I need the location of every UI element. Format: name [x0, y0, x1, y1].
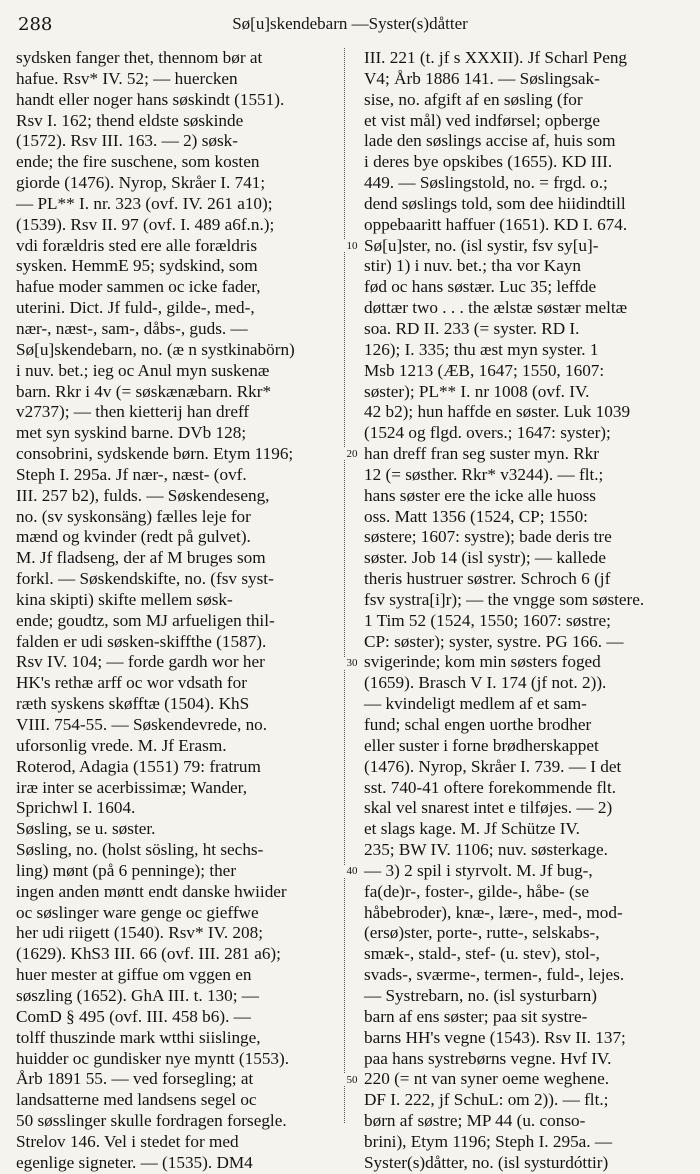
line-number: 20 — [342, 448, 362, 460]
text-line: hafue moder sammen oc icke fader, — [16, 277, 261, 297]
text-line: 12 (= søsther. Rkr* v3244). — flt.; — [364, 464, 604, 484]
text-line: svigerinde; kom min søsters foged — [364, 652, 601, 672]
text-line: iræ inter se acerbissimæ; Wander, — [16, 777, 248, 797]
running-title: Sø[u]skendebarn —Syster(s)dåtter — [232, 14, 468, 33]
text-line: — Systrebarn, no. (isl systurbarn) — [364, 985, 597, 1005]
text-line: sydsken fanger thet, thennom bør at — [16, 48, 263, 67]
text-line: brini), Etym 1196; Steph I. 295a. — — [364, 1131, 613, 1151]
line-number: 50 — [342, 1074, 362, 1086]
line-number: 30 — [342, 657, 362, 669]
text-line: no. (sv syskonsäng) fælles leje for — [16, 506, 251, 526]
text-line: svads-, sværme-, termen-, fuld-, lejes. — [364, 965, 625, 985]
text-line: fa(de)r-, foster-, gilde-, håbe- (se — [364, 881, 590, 901]
text-line: 126); I. 335; thu æst myn syster. 1 — [364, 339, 599, 359]
text-line: Årb 1891 55. — ved forsegling; at — [16, 1069, 254, 1089]
text-line: (1476). Nyrop, Skråer I. 739. — I det — [364, 756, 622, 776]
text-line: Strelov 146. Vel i stedet for med — [16, 1131, 239, 1151]
text-line: Søsling, se u. søster. — [16, 819, 156, 839]
text-line: i nuv. bet.; ieg oc Anul myn suskenæ — [16, 360, 270, 380]
text-line: Rsv IV. 104; — forde gardh wor her — [16, 652, 265, 672]
text-line: 50 søsslinger skulle fordragen forsegle. — [16, 1111, 287, 1131]
text-line: vdi forældris sted ere alle forældris — [16, 235, 258, 255]
text-line: forkl. — Søskendskifte, no. (fsv syst- — [16, 569, 274, 589]
text-line: fund; schal engen uorthe brodher — [364, 715, 592, 734]
text-line: et vist mål) ved indførsel; opberge — [364, 110, 600, 130]
text-line: (ersø)ster, porte-, rutte-, selskabs-, — [364, 923, 600, 943]
text-line: consobrini, sydskende børn. Etym 1196; — [16, 444, 294, 464]
text-line: CP: søster); syster, systre. PG 166. — — [364, 631, 624, 651]
line-number: 10 — [342, 240, 362, 252]
text-line: 220 (= nt van syner oeme weghene. — [364, 1069, 609, 1089]
text-line: huidder oc gundisker nye myntt (1553). — [16, 1048, 290, 1068]
text-line: Syster(s)dåtter, no. (isl systurdóttir) — [364, 1152, 609, 1172]
text-line: i deres bye opskibes (1655). KD III. — [364, 152, 613, 172]
text-line: børn af søstre; MP 44 (u. conso- — [364, 1111, 586, 1131]
text-line: ling) mønt (på 6 penninge); ther — [16, 860, 237, 880]
text-line: mænd og kvinder (redt på gulvet). — [16, 527, 251, 547]
text-line: sise, no. afgift af en søsling (for — [364, 89, 583, 109]
left-column — [16, 48, 334, 1174]
text-line: ende; goudtz, som MJ arfueligen thil- — [16, 610, 275, 630]
text-line: barn af ens søster; paa sit systre- — [364, 1006, 588, 1026]
text-line: ræth syskens skøfftæ (1504). KhS — [16, 694, 250, 714]
text-line: barns HH's vegne (1543). Rsv II. 137; — [364, 1027, 626, 1047]
text-line: ende; the fire suschene, som kosten — [16, 152, 260, 172]
text-line: — 3) 2 spil i styrvolt. M. Jf bug-, — [364, 860, 593, 880]
text-line: barn. Rkr i 4v (= søskænæbarn. Rkr* — [16, 381, 272, 401]
text-line: kina skipti) skifte mellem søsk- — [16, 589, 233, 609]
text-line: oss. Matt 1356 (1524, CP; 1550: — [364, 506, 588, 526]
text-line: sst. 740-41 oftere forekommende flt. — [364, 777, 617, 797]
text-line: lade den søslings accise af, huis som — [364, 131, 616, 151]
text-line: her udi riigett (1540). Rsv* IV. 208; — [16, 923, 263, 943]
text-line: Sø[u]skendebarn, no. (æ n systkinabörn) — [16, 339, 295, 359]
text-line: eller suster i forne brødherskappet — [364, 735, 599, 755]
text-line: håbebroder), knæ-, lære-, med-, mod- — [364, 902, 623, 922]
text-line: VIII. 754-55. — Søskendevrede, no. — [16, 715, 268, 734]
text-line: v2737); — then kietterij han dreff — [16, 402, 250, 422]
text-line: M. Jf fladseng, der af M bruges som — [16, 548, 266, 568]
text-line: stir) 1) i nuv. bet.; tha vor Kayn — [364, 256, 582, 276]
text-line: — kvindeligt medlem af et sam- — [364, 694, 587, 714]
text-line: handt eller noger hans søskindt (1551). — [16, 89, 285, 109]
text-line: giorde (1476). Nyrop, Skråer I. 741; — [16, 173, 266, 193]
text-line: egenlige signeter. — (1535). DM4 — [16, 1152, 253, 1172]
right-column — [364, 48, 682, 1174]
text-line: (1629). KhS3 III. 66 (ovf. III. 281 a6); — [16, 944, 281, 964]
column-divider — [344, 48, 345, 1123]
text-line: V4; Årb 1886 141. — Søslingsak- — [364, 68, 600, 88]
text-line: søster); PL** I. nr 1008 (ovf. IV. — [364, 381, 590, 401]
text-line: skal vel snarest intet e tilføjes. — 2) — [364, 798, 613, 818]
text-line: han dreff fran seg suster myn. Rkr — [364, 444, 599, 464]
text-line: fsv systra[i]r); — the vngge som søstere. — [364, 589, 645, 609]
text-line: et slags kage. M. Jf Schütze IV. — [364, 819, 580, 839]
text-line: (1659). Brasch V I. 174 (jf not. 2)). — [364, 673, 607, 693]
text-line: fød oc hans søstær. Luc 35; leffde — [364, 277, 597, 297]
text-line: Msb 1213 (ÆB, 1647; 1550, 1607: — [364, 360, 605, 380]
text-line: ComD § 495 (ovf. III. 458 b6). — — [16, 1006, 251, 1026]
text-line: (1524 og flgd. overs.; 1647: syster); — [364, 423, 611, 443]
text-line: (1572). Rsv III. 163. — 2) søsk- — [16, 131, 238, 151]
text-line: falden er udi søsken-skiffthe (1587). — [16, 631, 267, 651]
text-line: met syn syskind barne. DVb 128; — [16, 423, 247, 443]
text-line: uforsonlig vrede. M. Jf Erasm. — [16, 735, 227, 755]
text-line: landsatterne med landsens segel oc — [16, 1090, 257, 1110]
text-line: oppebaaritt haffuer (1651). KD I. 674. — [364, 214, 628, 234]
text-line: Sprichwl I. 1604. — [16, 798, 136, 818]
text-line: Roterod, Adagia (1551) 79: fratrum — [16, 756, 261, 776]
text-line: nær-, næst-, sam-, dåbs-, guds. — — [16, 318, 248, 338]
text-line: soa. RD II. 233 (= syster. RD I. — [364, 318, 580, 338]
text-line: (1539). Rsv II. 97 (ovf. I. 489 a6f.n.); — [16, 214, 275, 234]
text-line: 42 b2); hun haffde en søster. Luk 1039 — [364, 402, 631, 422]
text-line: uterini. Dict. Jf fuld-, gilde-, med-, — [16, 298, 255, 318]
text-line: ingen anden møntt endt danske hwiider — [16, 881, 287, 901]
text-line: paa hans systrebørns vegne. Hvf IV. — [364, 1048, 612, 1068]
text-line: søster. Job 14 (isl systr); — kallede — [364, 548, 607, 568]
text-line: sysken. HemmE 95; sydskind, som — [16, 256, 258, 276]
text-line: Rsv I. 162; thend eldste søskinde — [16, 110, 244, 130]
text-line: Steph I. 295a. Jf nær-, næst- (ovf. — [16, 464, 247, 484]
text-line: HK's rethæ arff oc wor vdsath for — [16, 673, 247, 693]
text-line: 235; BW IV. 1106; nuv. søsterkage. — [364, 840, 608, 860]
text-line: smæk-, stald-, stef- (u. stev), stol-, — [364, 944, 600, 964]
text-line: 449. — Søslingstold, no. = frgd. o.; — [364, 173, 608, 193]
text-line: III. 221 (t. jf s XXXII). Jf Scharl Peng — [364, 48, 628, 67]
page-header — [14, 8, 686, 36]
text-line: Sø[u]ster, no. (isl systir, fsv sy[u]- — [364, 235, 599, 255]
text-line: søstere; 1607: systre); bade deris tre — [364, 527, 612, 547]
text-line: oc søslinger ware genge oc gieffwe — [16, 902, 259, 922]
text-line: huer mester at giffue om vggen en — [16, 965, 252, 985]
text-line: dend søslings told, som dee hiidindtill — [364, 193, 626, 213]
text-line: 1 Tim 52 (1524, 1550; 1607: søstre; — [364, 610, 611, 630]
text-line: III. 257 b2), fulds. — Søskendeseng, — [16, 485, 270, 505]
page-number: 288 — [18, 14, 53, 35]
text-line: Søsling, no. (holst sösling, ht sechs- — [16, 840, 264, 860]
text-line: tolff thuszinde mark wtthi siislinge, — [16, 1027, 261, 1047]
text-line: søszling (1652). GhA III. t. 130; — — [16, 985, 259, 1005]
text-line: hafue. Rsv* IV. 52; — huercken — [16, 68, 238, 88]
line-number: 40 — [342, 865, 362, 877]
text-line: døttær two . . . the ælstæ søstær meltæ — [364, 298, 628, 318]
text-line: hans søster ere the icke alle huoss — [364, 485, 596, 505]
text-line: theris hustruer søstrer. Schroch 6 (jf — [364, 569, 611, 589]
text-line: — PL** I. nr. 323 (ovf. IV. 261 a10); — [16, 193, 273, 213]
text-line: DF I. 222, jf SchuL: om 2)). — flt.; — [364, 1090, 609, 1110]
